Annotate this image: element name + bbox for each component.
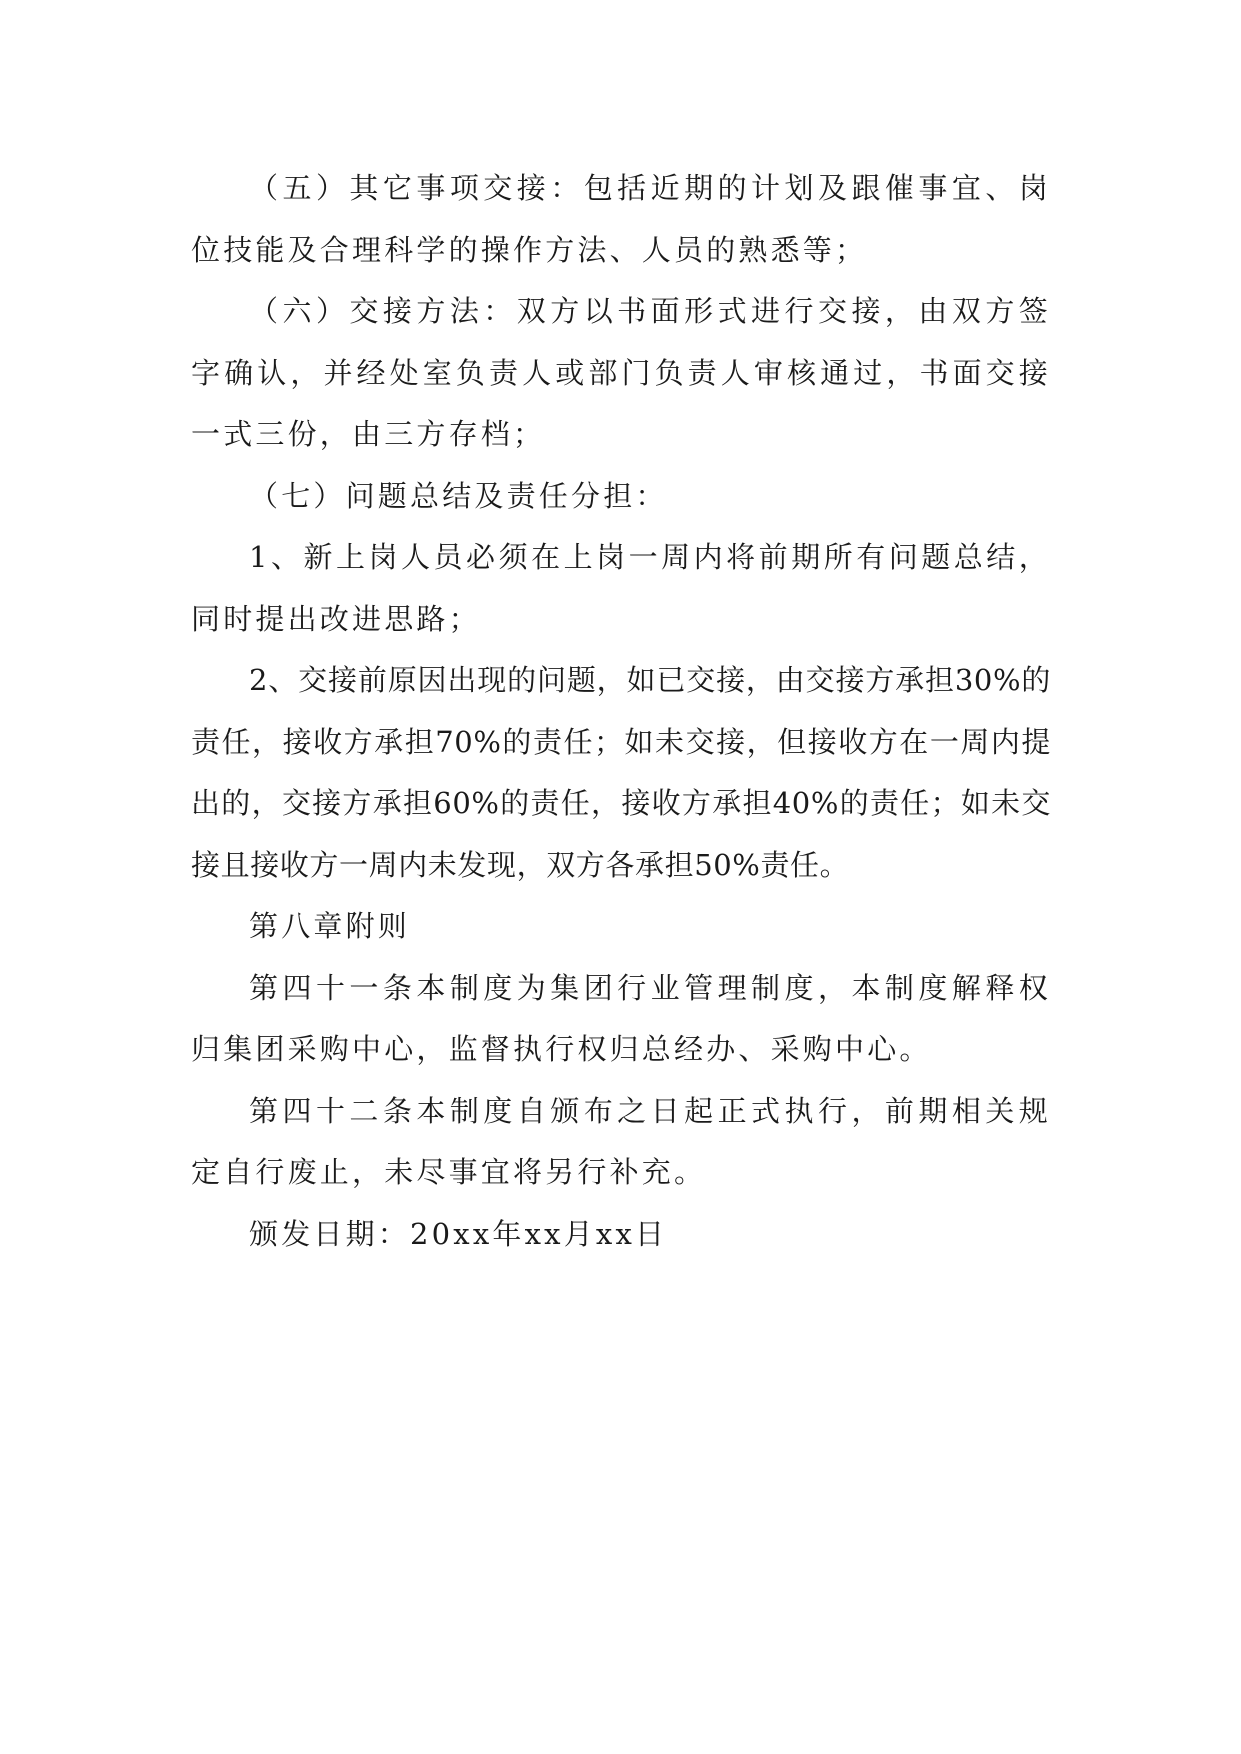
paragraph-item-2: 2、交接前原因出现的问题，如已交接，由交接方承担30%的责任，接收方承担70%的责任；如未交接，但接收方在一周内提出的，交接方承担60%的责任，接收方承担40%的责任；如未交接且接收方一周内未发现，双方各承担50%责任。 — [191, 663, 1051, 882]
document-body — [191, 158, 1051, 1265]
chapter-heading: 第八章附则 — [249, 909, 411, 943]
paragraph-item-1: 1、新上岗人员必须在上岗一周内将前期所有问题总结，同时提出改进思路； — [191, 540, 1051, 636]
issue-date: 颁发日期：20xx年xx月xx日 — [249, 1216, 668, 1251]
paragraph-handover-other-items: （五）其它事项交接：包括近期的计划及跟催事宜、岗位技能及合理科学的操作方法、人员的熟悉等； — [191, 171, 1051, 267]
paragraph-handover-method: （六）交接方法：双方以书面形式进行交接，由双方签字确认，并经处室负责人或部门负责人审核通过，书面交接一式三份，由三方存档； — [191, 294, 1051, 451]
article-42: 第四十二条本制度自颁布之日起正式执行，前期相关规定自行废止，未尽事宜将另行补充。 — [191, 1093, 1051, 1189]
article-41: 第四十一条本制度为集团行业管理制度，本制度解释权归集团采购中心，监督执行权归总经办、采购中心。 — [191, 970, 1051, 1066]
paragraph-problem-summary-heading: （七）问题总结及责任分担： — [249, 478, 668, 513]
